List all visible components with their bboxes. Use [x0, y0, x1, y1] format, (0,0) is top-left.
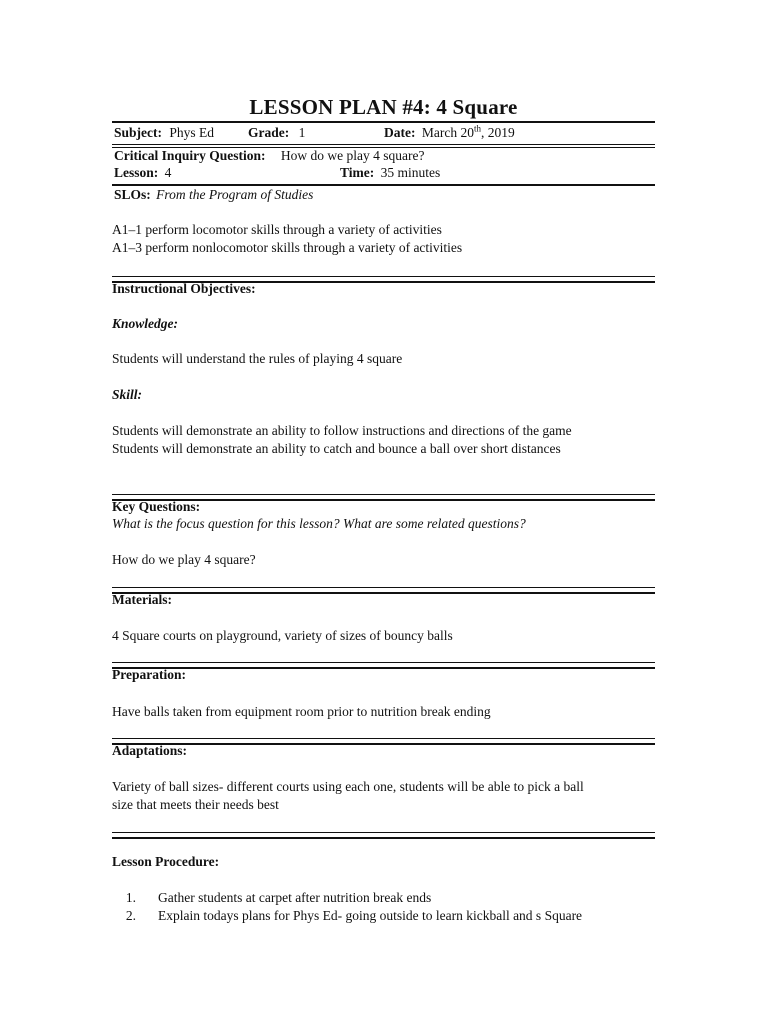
step-number: 2.: [125, 908, 136, 923]
skill-label: Skill:: [112, 387, 143, 402]
ciq-field: [114, 148, 424, 164]
preparation-text: Have balls taken from equipment room prior to nutrition break ending: [112, 704, 491, 719]
skill-line: Students will demonstrate an ability to follow instructions and directions of the game: [112, 423, 572, 438]
document-title: LESSON PLAN #4: 4 Square: [249, 95, 518, 119]
section-divider: [112, 587, 655, 594]
knowledge-label: Knowledge:: [112, 316, 178, 331]
slos-field: [114, 187, 313, 203]
slo-item: A1–1 perform locomotor skills through a variety of activities: [112, 222, 442, 237]
slos-label: SLOs:: [114, 187, 151, 202]
section-divider: [112, 832, 655, 839]
knowledge-text: Students will understand the rules of playing 4 square: [112, 351, 403, 366]
procedure-step: [112, 890, 431, 906]
skill-line: Students will demonstrate an ability to catch and bounce a ball over short distances: [112, 441, 561, 456]
materials-text: 4 Square courts on playground, variety of sizes of bouncy balls: [112, 628, 453, 643]
subject-field: [114, 125, 214, 141]
grade-value: 1: [298, 125, 306, 140]
subject-value: Phys Ed: [169, 125, 215, 140]
grade-label: Grade:: [248, 125, 290, 140]
adaptations-line: size that meets their needs best: [112, 797, 279, 812]
section-divider: [112, 662, 655, 669]
objectives-heading: Instructional Objectives:: [112, 281, 256, 296]
lesson-field: [114, 165, 171, 181]
slos-rule: [112, 184, 655, 186]
procedure-step: [112, 908, 582, 924]
step-text: Explain todays plans for Phys Ed- going outside to learn kickball and s Square: [158, 908, 583, 923]
preparation-heading: Preparation:: [112, 667, 186, 682]
key-questions-heading: Key Questions:: [112, 499, 201, 514]
header-rule-1: [112, 144, 655, 145]
time-value: 35 minutes: [380, 165, 441, 180]
date-value: March 20th, 2019: [421, 123, 515, 140]
key-questions-answer: How do we play 4 square?: [112, 552, 256, 567]
date-label: Date:: [384, 125, 416, 140]
section-divider: [112, 738, 655, 745]
key-questions-prompt: What is the focus question for this lesson? What are some related questions?: [112, 516, 526, 531]
step-text: Gather students at carpet after nutrition break ends: [158, 890, 432, 905]
grade-field: [248, 125, 305, 141]
adaptations-heading: Adaptations:: [112, 743, 188, 758]
lesson-label: Lesson:: [114, 165, 159, 180]
ciq-label: Critical Inquiry Question:: [114, 148, 266, 163]
slos-value: From the Program of Studies: [156, 187, 314, 202]
subject-label: Subject:: [114, 125, 162, 140]
date-field: [384, 125, 515, 141]
title-rule: [112, 121, 655, 123]
time-field: [340, 165, 440, 181]
adaptations-line: Variety of ball sizes- different courts using each one, students will be able to pick a ball: [112, 779, 584, 794]
procedure-heading: Lesson Procedure:: [112, 854, 220, 869]
slo-item: A1–3 perform nonlocomotor skills through a variety of activities: [112, 240, 463, 255]
step-number: 1.: [125, 890, 136, 905]
lesson-value: 4: [164, 165, 172, 180]
time-label: Time:: [340, 165, 375, 180]
materials-heading: Materials:: [112, 592, 172, 607]
ciq-value: How do we play 4 square?: [280, 148, 425, 163]
